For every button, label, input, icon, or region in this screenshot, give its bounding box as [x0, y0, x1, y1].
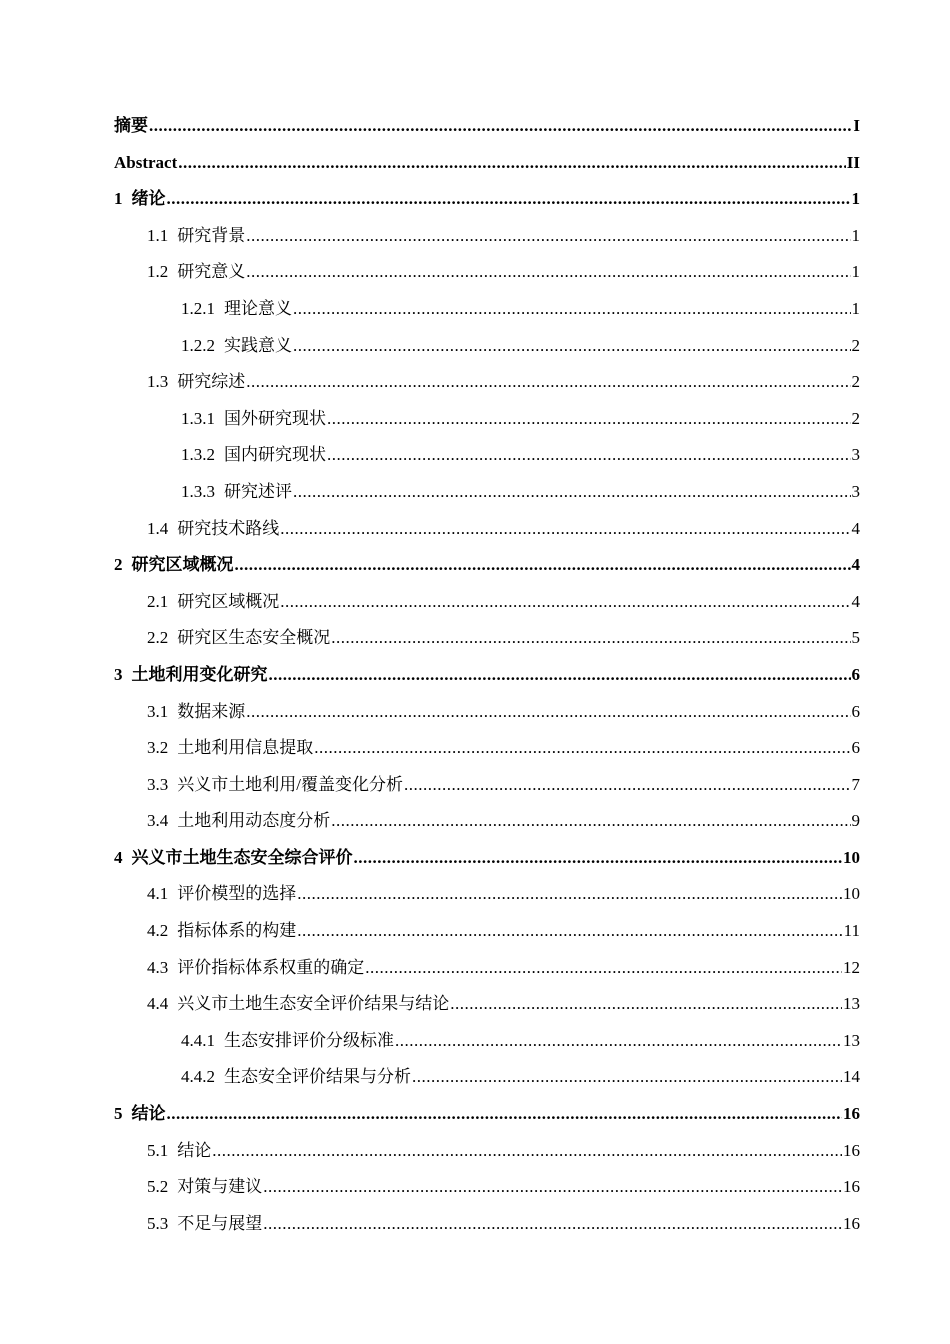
- toc-entry-number: 3.3: [147, 774, 169, 794]
- toc-entry[interactable]: [114, 218, 860, 255]
- toc-dot-leader: [235, 547, 851, 584]
- table-of-contents: [114, 108, 860, 1242]
- toc-entry[interactable]: [114, 108, 860, 145]
- toc-entry-title: 生态安全评价结果与分析: [224, 1067, 411, 1087]
- toc-entry-number: 3.1: [147, 701, 169, 721]
- toc-entry[interactable]: [114, 1059, 860, 1096]
- toc-dot-leader: [297, 876, 842, 913]
- toc-entry-page: 6: [851, 664, 860, 684]
- toc-dot-leader: [293, 291, 851, 328]
- toc-entry-number: 1.3: [147, 372, 169, 392]
- toc-dot-leader: [293, 328, 851, 365]
- toc-dot-leader: [412, 1059, 842, 1096]
- toc-entry-page: 4: [851, 591, 860, 611]
- toc-entry-number: 4.3: [147, 957, 169, 977]
- toc-dot-leader: [450, 986, 842, 1023]
- toc-entry-number: 2.1: [147, 591, 169, 611]
- toc-dot-leader: [354, 840, 843, 877]
- toc-entry-number: 2.2: [147, 628, 169, 648]
- toc-entry[interactable]: [114, 986, 860, 1023]
- toc-entry-page: 7: [851, 774, 860, 794]
- toc-entry[interactable]: [114, 876, 860, 913]
- toc-entry-title: 研究区域概况: [177, 591, 280, 611]
- toc-dot-leader: [331, 620, 850, 657]
- toc-entry-number: 4.4.1: [181, 1030, 215, 1050]
- toc-entry[interactable]: [114, 840, 860, 877]
- toc-entry-page: 11: [843, 921, 860, 941]
- toc-entry[interactable]: [114, 474, 860, 511]
- toc-entry-number: 1.2: [147, 262, 169, 282]
- toc-entry-title: 土地利用信息提取: [177, 738, 314, 758]
- toc-entry-number: 3.4: [147, 811, 169, 831]
- toc-entry-page: 13: [843, 1030, 860, 1050]
- toc-dot-leader: [246, 218, 850, 255]
- toc-entry-number: 5: [114, 1104, 123, 1124]
- toc-entry-title: 研究区生态安全概况: [177, 628, 331, 648]
- toc-entry-title: 评价指标体系权重的确定: [177, 957, 365, 977]
- toc-entry-title: 兴义市土地生态安全评价结果与结论: [177, 994, 450, 1014]
- toc-entry[interactable]: [114, 767, 860, 804]
- toc-entry[interactable]: [114, 584, 860, 621]
- toc-entry-number: 3: [114, 664, 123, 684]
- toc-dot-leader: [331, 803, 850, 840]
- toc-entry[interactable]: [114, 620, 860, 657]
- toc-entry[interactable]: [114, 694, 860, 731]
- toc-entry-number: 4: [114, 847, 123, 867]
- toc-entry-page: 4: [851, 555, 860, 575]
- toc-entry-page: 1: [851, 189, 860, 209]
- toc-entry[interactable]: [114, 145, 860, 182]
- toc-entry-page: 13: [843, 994, 860, 1014]
- toc-entry-number: 5.3: [147, 1213, 169, 1233]
- toc-entry-title: Abstract: [114, 152, 178, 172]
- toc-entry-number: 1.4: [147, 518, 169, 538]
- toc-entry-title: 结论: [131, 1104, 166, 1124]
- toc-entry[interactable]: [114, 803, 860, 840]
- toc-entry[interactable]: [114, 730, 860, 767]
- toc-entry-number: 1.2.2: [181, 335, 215, 355]
- toc-entry[interactable]: [114, 364, 860, 401]
- toc-entry-title: 摘要: [114, 116, 148, 135]
- toc-entry-title: 结论: [177, 1140, 212, 1160]
- toc-entry-number: 5.1: [147, 1140, 169, 1160]
- toc-entry-title: 研究述评: [224, 481, 292, 501]
- toc-entry-page: 3: [851, 481, 860, 501]
- toc-entry-page: 3: [851, 445, 860, 465]
- toc-entry-page: 10: [843, 884, 860, 904]
- toc-dot-leader: [293, 474, 851, 511]
- toc-dot-leader: [149, 108, 852, 145]
- toc-entry-page: 6: [851, 738, 860, 758]
- toc-dot-leader: [365, 950, 842, 987]
- toc-entry-page: 16: [843, 1104, 860, 1124]
- toc-entry-title: 兴义市土地生态安全综合评价: [131, 847, 353, 867]
- toc-entry-title: 生态安排评价分级标准: [224, 1030, 394, 1050]
- toc-entry-page: 12: [843, 957, 860, 977]
- toc-entry[interactable]: [114, 254, 860, 291]
- toc-entry-title: 国内研究现状: [224, 445, 326, 465]
- toc-dot-leader: [246, 254, 850, 291]
- toc-entry-number: 4.1: [147, 884, 169, 904]
- toc-entry[interactable]: [114, 913, 860, 950]
- toc-entry-title: 实践意义: [224, 335, 292, 355]
- toc-entry[interactable]: [114, 1023, 860, 1060]
- toc-entry[interactable]: [114, 291, 860, 328]
- toc-entry[interactable]: [114, 1169, 860, 1206]
- toc-entry-page: 4: [851, 518, 860, 538]
- toc-entry-page: 2: [851, 372, 860, 392]
- toc-dot-leader: [167, 1096, 843, 1133]
- toc-entry-page: 1: [851, 298, 860, 318]
- toc-entry[interactable]: [114, 547, 860, 584]
- toc-entry[interactable]: [114, 1096, 860, 1133]
- toc-entry-title: 兴义市土地利用/覆盖变化分析: [177, 774, 403, 794]
- toc-entry-title: 理论意义: [224, 298, 292, 318]
- toc-entry-page: 16: [843, 1177, 860, 1197]
- toc-entry-title: 研究技术路线: [177, 518, 280, 538]
- toc-entry-number: 3.2: [147, 738, 169, 758]
- toc-dot-leader: [395, 1023, 842, 1060]
- toc-entry[interactable]: [114, 328, 860, 365]
- toc-entry-number: 4.2: [147, 921, 169, 941]
- toc-entry-title: 土地利用变化研究: [131, 664, 268, 684]
- toc-entry-page: 16: [843, 1213, 860, 1233]
- toc-entry-title: 对策与建议: [177, 1177, 263, 1197]
- toc-entry-title: 绪论: [131, 189, 166, 209]
- toc-entry-title: 指标体系的构建: [177, 921, 297, 941]
- toc-dot-leader: [314, 730, 850, 767]
- toc-entry-title: 数据来源: [177, 701, 246, 721]
- toc-entry[interactable]: [114, 437, 860, 474]
- toc-entry-number: 1.1: [147, 225, 169, 245]
- toc-entry-number: 1.2.1: [181, 298, 215, 318]
- toc-entry-page: 16: [843, 1140, 860, 1160]
- toc-entry-page: 14: [843, 1067, 860, 1087]
- toc-entry[interactable]: [114, 181, 860, 218]
- toc-entry-number: 1.3.1: [181, 408, 215, 428]
- toc-dot-leader: [246, 694, 850, 731]
- toc-dot-leader: [269, 657, 851, 694]
- toc-entry[interactable]: [114, 401, 860, 438]
- toc-entry-number: 4.4.2: [181, 1067, 215, 1087]
- toc-dot-leader: [297, 913, 842, 950]
- toc-entry[interactable]: [114, 1133, 860, 1170]
- toc-entry-number: 4.4: [147, 994, 169, 1014]
- toc-entry-number: 5.2: [147, 1177, 169, 1197]
- toc-dot-leader: [246, 364, 850, 401]
- toc-dot-leader: [167, 181, 851, 218]
- toc-dot-leader: [280, 584, 850, 621]
- toc-entry-number: 1.3.2: [181, 445, 215, 465]
- toc-entry[interactable]: [114, 511, 860, 548]
- toc-entry-title: 土地利用动态度分析: [177, 811, 331, 831]
- toc-dot-leader: [327, 401, 851, 438]
- toc-entry-number: 2: [114, 555, 123, 575]
- toc-dot-leader: [212, 1133, 842, 1170]
- toc-dot-leader: [178, 145, 846, 182]
- toc-dot-leader: [263, 1169, 842, 1206]
- toc-entry-page: 10: [843, 847, 860, 867]
- toc-entry-page: 9: [851, 811, 860, 831]
- toc-dot-leader: [327, 437, 851, 474]
- toc-entry-page: II: [846, 152, 860, 172]
- toc-dot-leader: [263, 1206, 842, 1243]
- toc-entry-page: 2: [851, 335, 860, 355]
- toc-entry-title: 评价模型的选择: [177, 884, 297, 904]
- toc-entry-page: 5: [851, 628, 860, 648]
- toc-entry-title: 研究意义: [177, 262, 246, 282]
- toc-entry[interactable]: [114, 950, 860, 987]
- toc-entry-title: 不足与展望: [177, 1213, 263, 1233]
- toc-entry-number: 1.3.3: [181, 481, 215, 501]
- toc-entry-number: 1: [114, 189, 123, 209]
- toc-entry-page: I: [853, 116, 860, 135]
- toc-entry-page: 6: [851, 701, 860, 721]
- toc-entry-page: 1: [851, 225, 860, 245]
- toc-entry[interactable]: [114, 1206, 860, 1243]
- toc-dot-leader: [280, 511, 850, 548]
- toc-dot-leader: [404, 767, 851, 804]
- toc-entry[interactable]: [114, 657, 860, 694]
- toc-entry-title: 研究综述: [177, 372, 246, 392]
- toc-entry-page: 2: [851, 408, 860, 428]
- toc-entry-page: 1: [851, 262, 860, 282]
- toc-entry-title: 研究背景: [177, 225, 246, 245]
- toc-entry-title: 国外研究现状: [224, 408, 326, 428]
- toc-entry-title: 研究区域概况: [131, 555, 234, 575]
